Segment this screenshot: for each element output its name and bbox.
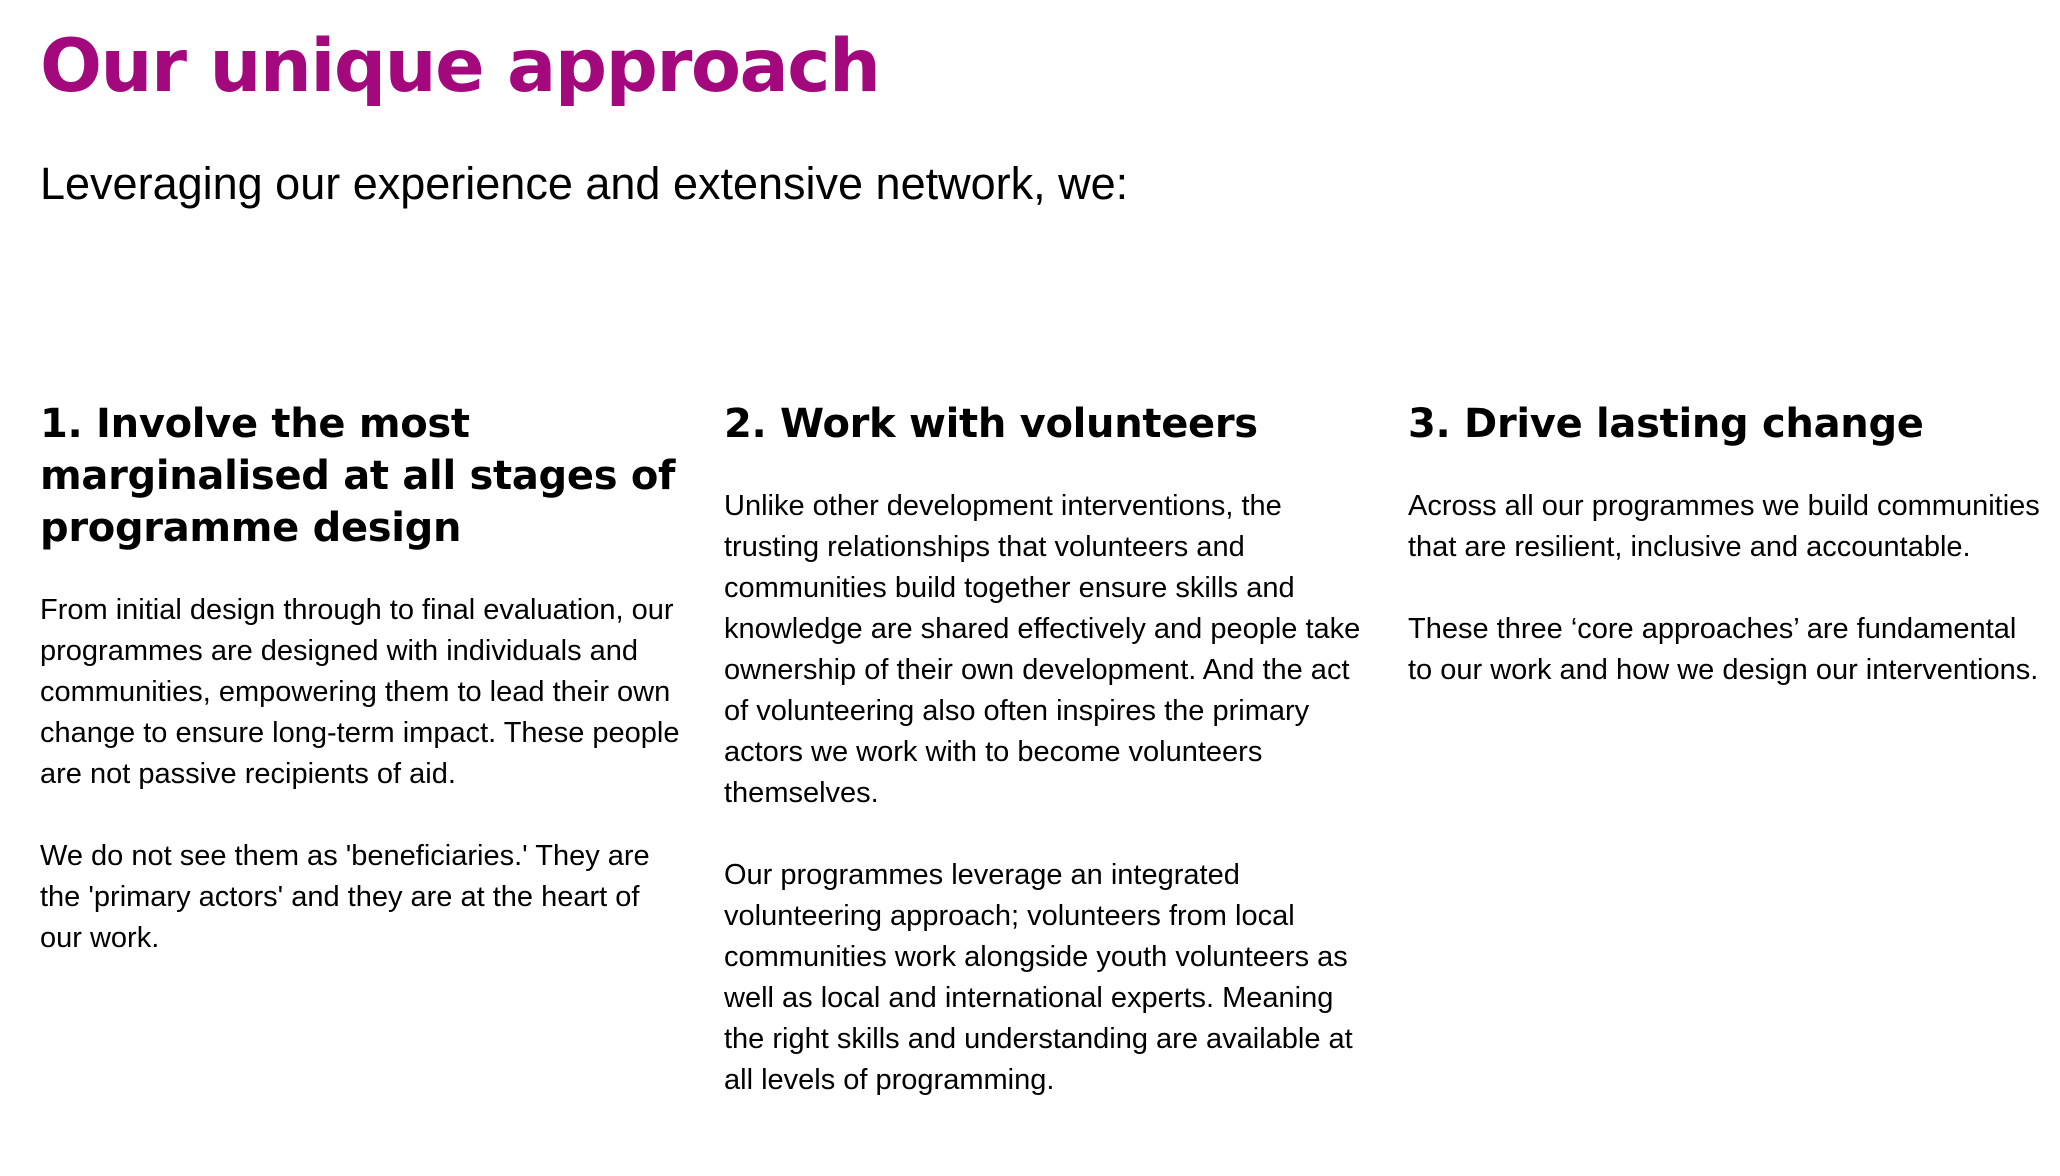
- approach-columns: [40, 398, 2040, 1138]
- approach-heading-2: 2. Work with volunteers: [724, 401, 1258, 447]
- approach-heading-3: 3. Drive lasting change: [1408, 401, 1924, 447]
- approach-column-2: [724, 398, 1364, 1101]
- approach-3-paragraph-2: These three ‘core approaches’ are fundamental to our work and how we design our interventions.: [1408, 613, 2039, 686]
- approach-1-paragraph-2: We do not see them as 'beneficiaries.' They are the 'primary actors' and they are at the heart of our work.: [40, 840, 650, 954]
- page-content: [40, 0, 2040, 1176]
- approach-column-3: [1408, 398, 2048, 691]
- page-subtitle: Leveraging our experience and extensive network, we:: [40, 158, 1129, 209]
- approach-2-paragraph-2: Our programmes leverage an integrated volunteering approach; volunteers from local communities work alongside youth volunteers as well as local and international experts. Meaning the right skills and understanding are available at all levels of programming.: [724, 859, 1353, 1096]
- approach-heading-1: 1. Involve the most marginalised at all stages of programme design: [40, 401, 676, 551]
- approach-1-paragraph-1: From initial design through to final evaluation, our programmes are designed with individuals and communities, empowering them to lead their own change to ensure long-term impact. These people are not passive recipients of aid.: [40, 594, 680, 790]
- approach-3-paragraph-1: Across all our programmes we build communities that are resilient, inclusive and accountable.: [1408, 490, 2040, 563]
- page-title: Our unique approach: [40, 24, 880, 109]
- approach-column-1: [40, 398, 680, 959]
- approach-2-paragraph-1: Unlike other development interventions, the trusting relationships that volunteers and communities build together ensure skills and knowledge are shared effectively and people take ownership of their own development. And the act of volunteering also often inspires the primary actors we work with to become volunteers themselves.: [724, 490, 1361, 809]
